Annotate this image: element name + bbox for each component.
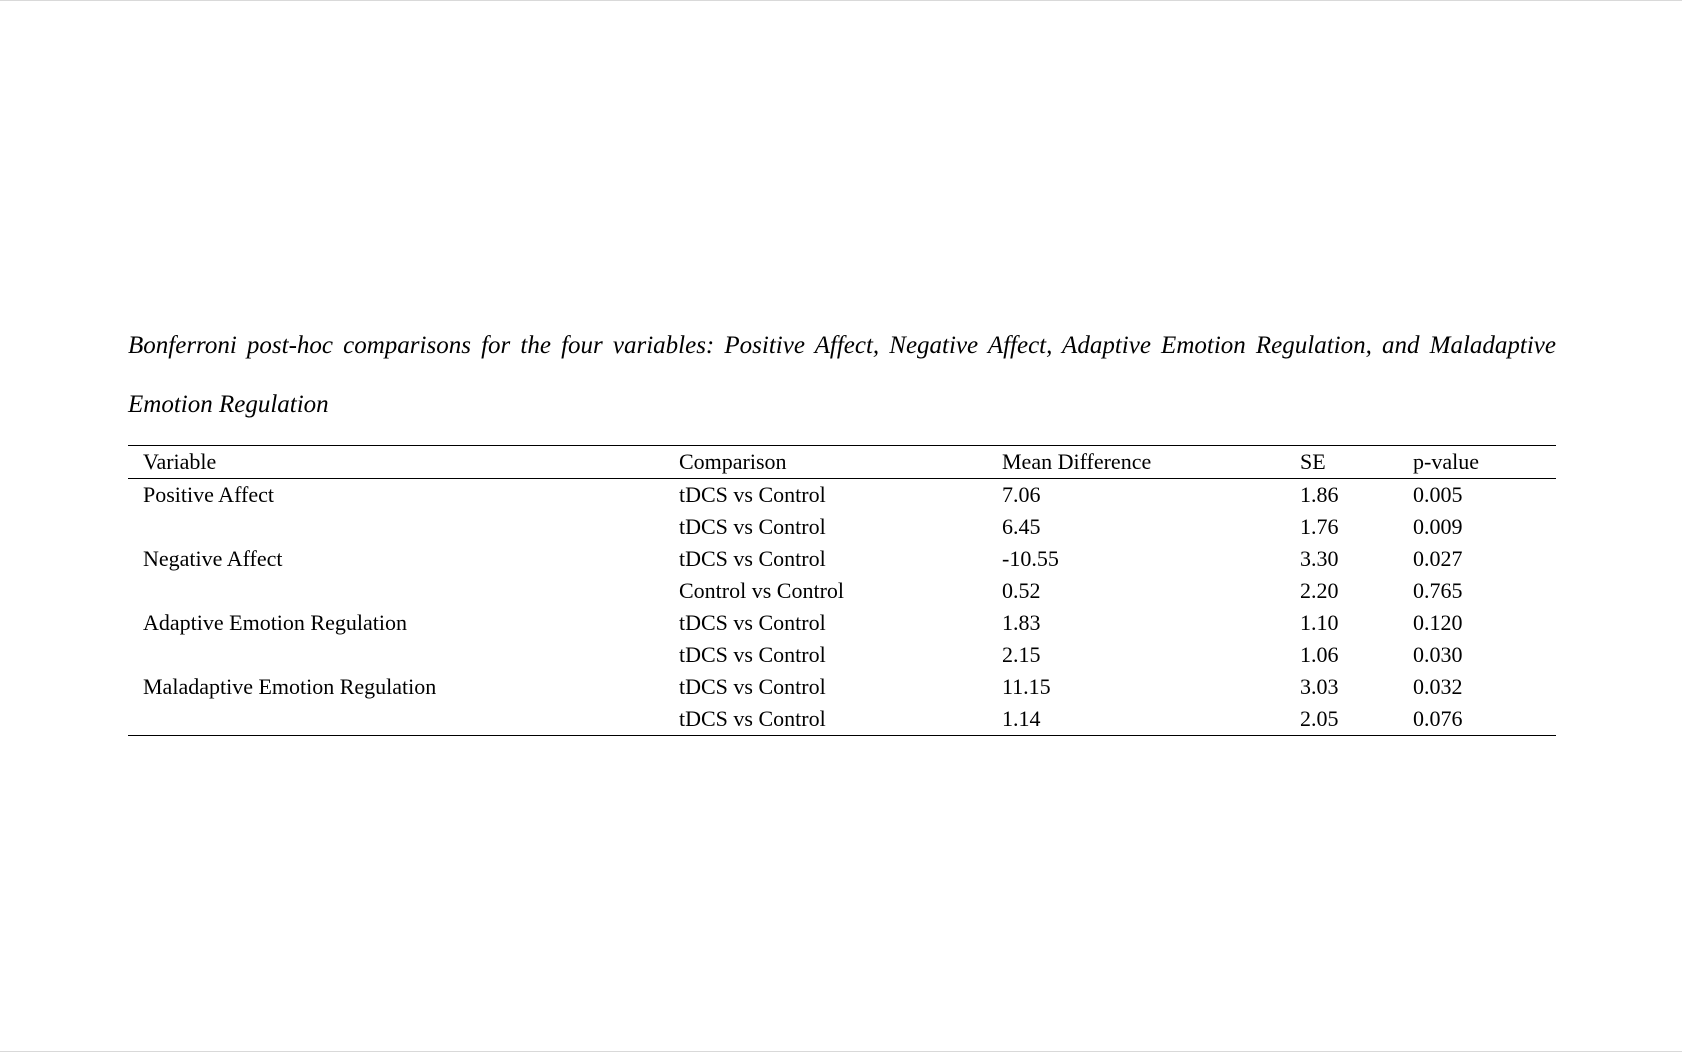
cell-se: 2.05 xyxy=(1300,706,1339,731)
cell-variable: Positive Affect xyxy=(143,482,274,507)
cell-p-value: 0.005 xyxy=(1413,482,1463,507)
table-row xyxy=(128,639,1556,671)
cell-se: 3.03 xyxy=(1300,674,1339,699)
table-row xyxy=(128,575,1556,607)
table-caption: Bonferroni post-hoc comparisons for the four variables: Positive Affect, Negative Affect, Adaptive Emotion Regulation, and Maladaptive Emotion Regulation xyxy=(128,332,1556,418)
cell-comparison: tDCS vs Control xyxy=(679,610,826,635)
table-body xyxy=(128,479,1556,736)
header-variable: Variable xyxy=(143,449,217,474)
cell-variable: Maladaptive Emotion Regulation xyxy=(143,674,437,699)
cell-comparison: tDCS vs Control xyxy=(679,514,826,539)
cell-variable: Negative Affect xyxy=(143,546,283,571)
page-top-border xyxy=(0,0,1682,1)
cell-mean-difference: 7.06 xyxy=(1002,482,1041,507)
table-row xyxy=(128,607,1556,639)
table-row xyxy=(128,671,1556,703)
cell-mean-difference: 2.15 xyxy=(1002,642,1041,667)
cell-p-value: 0.120 xyxy=(1413,610,1463,635)
header-row xyxy=(128,446,1556,479)
table-row xyxy=(128,511,1556,543)
cell-p-value: 0.027 xyxy=(1413,546,1463,571)
cell-variable: Adaptive Emotion Regulation xyxy=(143,610,407,635)
cell-variable xyxy=(128,575,679,607)
cell-variable xyxy=(128,703,679,736)
cell-se: 1.06 xyxy=(1300,642,1339,667)
cell-mean-difference: 1.83 xyxy=(1002,610,1041,635)
cell-comparison: tDCS vs Control xyxy=(679,546,826,571)
cell-p-value: 0.030 xyxy=(1413,642,1463,667)
cell-mean-difference: -10.55 xyxy=(1002,546,1059,571)
cell-se: 1.76 xyxy=(1300,514,1339,539)
cell-mean-difference: 11.15 xyxy=(1002,674,1051,699)
cell-p-value: 0.765 xyxy=(1413,578,1463,603)
table-row xyxy=(128,479,1556,512)
header-mean-difference: Mean Difference xyxy=(1002,449,1152,474)
table-row xyxy=(128,543,1556,575)
cell-mean-difference: 0.52 xyxy=(1002,578,1041,603)
cell-se: 2.20 xyxy=(1300,578,1339,603)
cell-se: 3.30 xyxy=(1300,546,1339,571)
cell-p-value: 0.076 xyxy=(1413,706,1463,731)
results-table xyxy=(128,445,1556,736)
cell-mean-difference: 6.45 xyxy=(1002,514,1041,539)
cell-comparison: tDCS vs Control xyxy=(679,642,826,667)
table-row xyxy=(128,703,1556,736)
cell-se: 1.10 xyxy=(1300,610,1339,635)
cell-comparison: tDCS vs Control xyxy=(679,482,826,507)
cell-mean-difference: 1.14 xyxy=(1002,706,1041,731)
cell-se: 1.86 xyxy=(1300,482,1339,507)
cell-p-value: 0.009 xyxy=(1413,514,1463,539)
cell-variable xyxy=(128,511,679,543)
cell-variable xyxy=(128,639,679,671)
cell-comparison: Control vs Control xyxy=(679,578,845,603)
cell-comparison: tDCS vs Control xyxy=(679,706,826,731)
header-comparison: Comparison xyxy=(679,449,787,474)
cell-p-value: 0.032 xyxy=(1413,674,1463,699)
cell-comparison: tDCS vs Control xyxy=(679,674,826,699)
header-p-value: p-value xyxy=(1413,449,1479,474)
table-header xyxy=(128,446,1556,479)
header-se: SE xyxy=(1300,449,1326,474)
